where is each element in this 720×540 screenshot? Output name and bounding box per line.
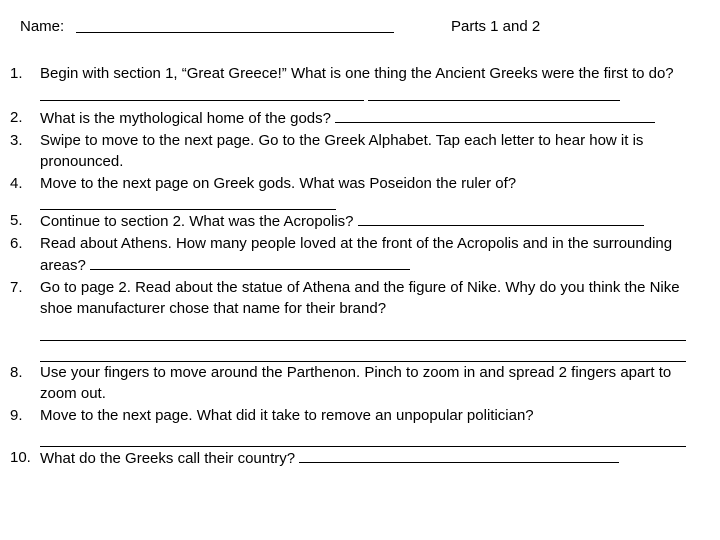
question-7 (10, 277, 702, 362)
answer-line (40, 341, 686, 362)
answer-blank (368, 85, 620, 101)
question-2 (10, 107, 702, 130)
question-text: What do the Greeks call their country? (40, 450, 296, 467)
question-text: Swipe to move to the next page. Go to the Greek Alphabet. Tap each letter to hear how it is pronounced. (40, 131, 644, 170)
answer-blank (358, 210, 644, 226)
question-number: 9. (10, 406, 23, 424)
question-number: 10. (10, 449, 31, 466)
question-number: 8. (10, 363, 23, 381)
answer-blank (90, 254, 410, 270)
question-4 (10, 173, 702, 211)
question-5 (10, 210, 702, 233)
question-number: 6. (10, 234, 23, 252)
question-list (10, 63, 702, 470)
question-text: Read about Athens. How many people loved at the front of the Acropolis and in the surrounding areas? (40, 234, 673, 274)
answer-line (40, 320, 686, 341)
question-number: 2. (10, 109, 23, 126)
parts-label: Parts 1 and 2 (451, 18, 541, 35)
answer-line (40, 426, 686, 447)
name-label: Name: (20, 18, 65, 35)
question-3 (10, 130, 702, 173)
question-8 (10, 362, 702, 405)
question-number: 3. (10, 131, 23, 149)
question-9 (10, 405, 702, 448)
question-text: Begin with section 1, “Great Greece!” What is one thing the Ancient Greeks were the first to do? (40, 65, 674, 82)
question-number: 1. (10, 65, 23, 82)
question-6 (10, 233, 702, 277)
question-text: Use your fingers to move around the Parthenon. Pinch to zoom in and spread 2 fingers apart to zoom out. (40, 363, 672, 402)
name-blank (76, 32, 394, 33)
question-10 (10, 447, 702, 470)
answer-blank (40, 85, 364, 101)
question-1 (10, 63, 702, 107)
worksheet-header (20, 16, 700, 38)
question-text: What is the mythological home of the gods? (40, 110, 331, 127)
question-number: 7. (10, 278, 23, 296)
question-text: Move to the next page. What did it take to remove an unpopular politician? (40, 406, 534, 424)
question-text: Move to the next page on Greek gods. What was Poseidon the ruler of? (40, 174, 517, 192)
question-text: Go to page 2. Read about the statue of Athena and the figure of Nike. Why do you think the Nike shoe manufacturer chose that name for their brand? (40, 278, 680, 317)
answer-blank (299, 447, 619, 463)
answer-blank (335, 107, 655, 123)
question-number: 4. (10, 174, 23, 192)
answer-blank (40, 194, 336, 210)
question-text: Continue to section 2. What was the Acropolis? (40, 213, 354, 230)
question-number: 5. (10, 212, 23, 229)
